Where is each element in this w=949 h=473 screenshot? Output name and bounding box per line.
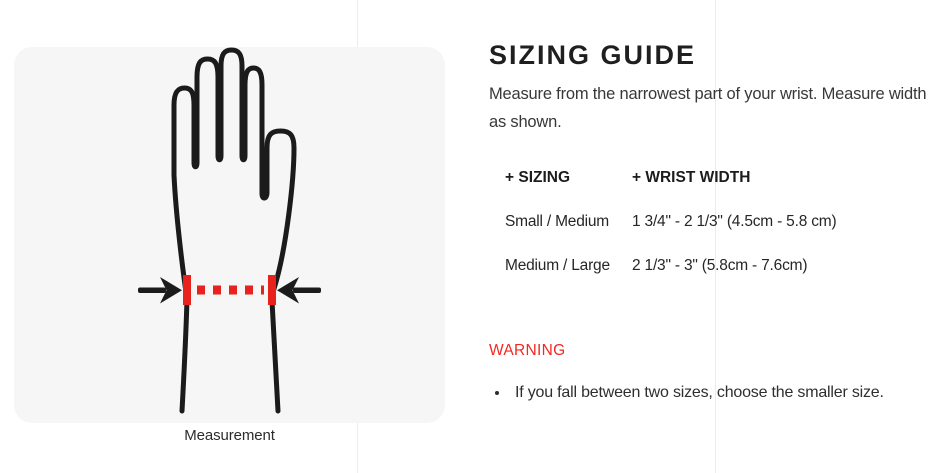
- wrist-width-markers: [183, 275, 276, 305]
- arrow-right-icon: [138, 277, 182, 304]
- table-row: [505, 212, 836, 232]
- warning-label: WARNING: [489, 342, 566, 359]
- notes-list: [493, 383, 884, 403]
- table-row: [505, 256, 836, 276]
- table-header-sizing: + SIZING: [505, 169, 571, 186]
- page-title: SIZING GUIDE: [489, 40, 697, 70]
- sizing-guide-content: [489, 0, 939, 473]
- hand-wrist-illustration: [14, 47, 445, 423]
- arrow-left-icon: [277, 277, 321, 304]
- size-label: Medium / Large: [505, 257, 610, 274]
- note-item: • If you fall between two sizes, choose the smaller size.: [510, 383, 884, 403]
- guide-description: Measure from the narrowest part of your wrist. Measure width as shown.: [489, 85, 927, 131]
- sizing-table: [505, 168, 836, 276]
- table-header-row: [505, 168, 836, 188]
- size-label: Small / Medium: [505, 213, 610, 230]
- image-caption: Measurement: [184, 427, 275, 444]
- hand-outline: [174, 50, 294, 411]
- wrist-width-value: 1 3/4" - 2 1/3" (4.5cm - 5.8 cm): [632, 213, 837, 230]
- measurement-image-card: [14, 47, 445, 423]
- table-header-wrist-width: + WRIST WIDTH: [632, 169, 751, 186]
- wrist-width-value: 2 1/3" - 3" (5.8cm - 7.6cm): [632, 257, 808, 274]
